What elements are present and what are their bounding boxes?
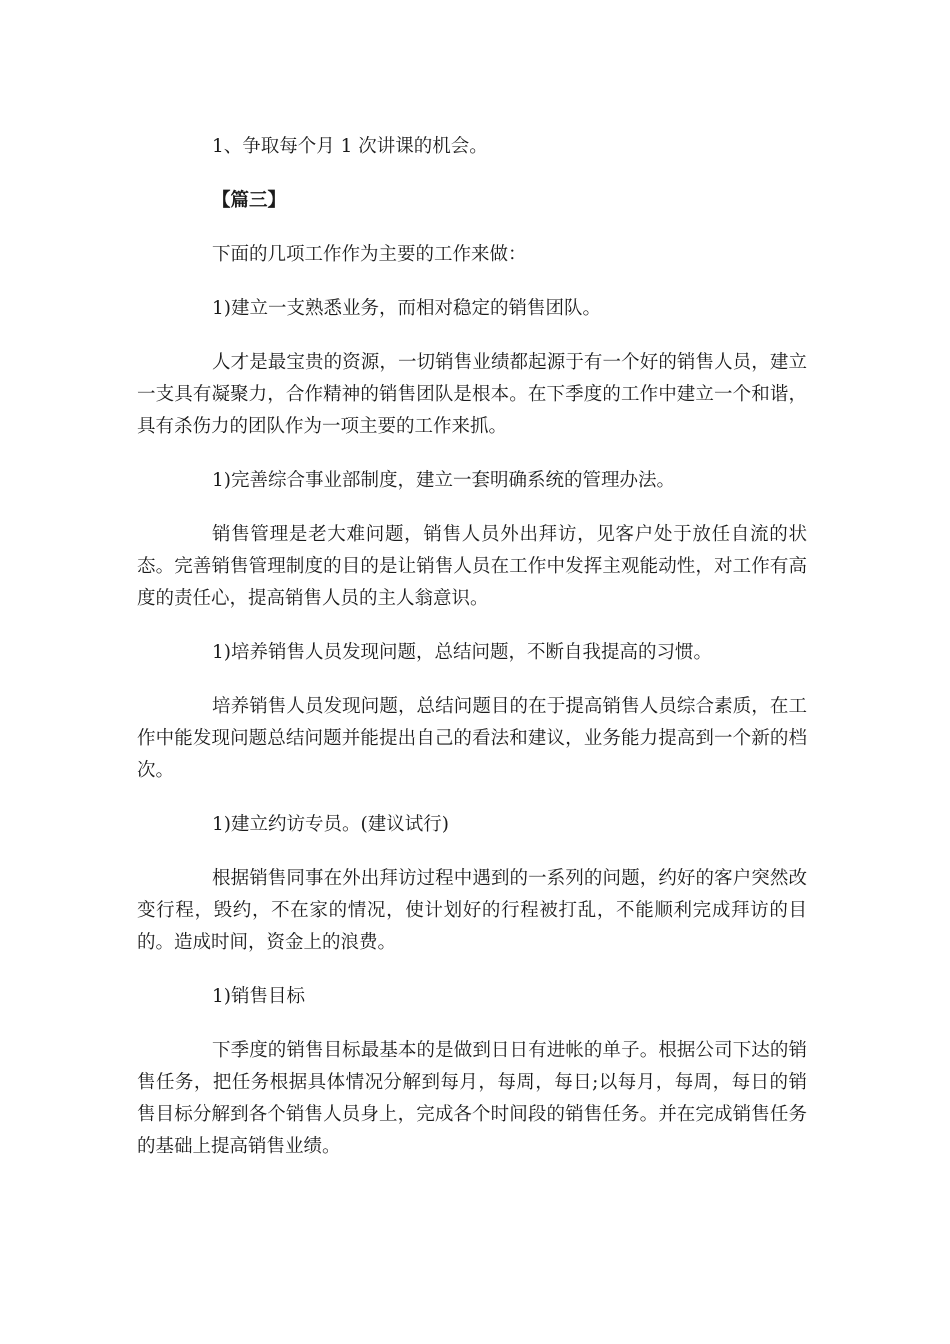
item-sales-target: 1)销售目标 [212, 986, 305, 1007]
list-item-lecture: 1、争取每个月 1 次讲课的机会。 [212, 136, 488, 157]
intro-paragraph: 下面的几项工作作为主要的工作来做： [212, 244, 527, 265]
section-heading: 【篇三】 [212, 190, 287, 211]
item-problem-habits: 1)培养销售人员发现问题，总结问题，不断自我提高的习惯。 [212, 642, 712, 663]
item-appointment-specialist: 1)建立约访专员。(建议试行) [212, 814, 449, 835]
paragraph-sales-target: 下季度的销售目标最基本的是做到日日有进帐的单子。根据公司下达的销售任务，把任务根据具体情况分解到每月，每周，每日;以每月，每周，每日的销售目标分解到各个销售人员身上，完成各个时间段的销售任务。并在完成销售任务的基础上提高销售业绩。 [137, 1040, 807, 1157]
paragraph-appointment-specialist: 根据销售同事在外出拜访过程中遇到的一系列的问题，约好的客户突然改变行程，毁约，不在家的情况，使计划好的行程被打乱，不能顺利完成拜访的目的。造成时间，资金上的浪费。 [137, 868, 807, 953]
item-management-system: 1)完善综合事业部制度，建立一套明确系统的管理办法。 [212, 470, 675, 491]
paragraph-problem-habits: 培养销售人员发现问题，总结问题目的在于提高销售人员综合素质，在工作中能发现问题总结问题并能提出自己的看法和建议，业务能力提高到一个新的档次。 [137, 696, 807, 781]
item-sales-team: 1)建立一支熟悉业务，而相对稳定的销售团队。 [212, 298, 601, 319]
paragraph-management-system: 销售管理是老大难问题，销售人员外出拜访，见客户处于放任自流的状态。完善销售管理制度的目的是让销售人员在工作中发挥主观能动性，对工作有高度的责任心，提高销售人员的主人翁意识。 [137, 524, 807, 609]
paragraph-sales-team: 人才是最宝贵的资源，一切销售业绩都起源于有一个好的销售人员，建立一支具有凝聚力，合作精神的销售团队是根本。在下季度的工作中建立一个和谐，具有杀伤力的团队作为一项主要的工作来抓。 [137, 352, 807, 437]
document-body [137, 131, 807, 1163]
